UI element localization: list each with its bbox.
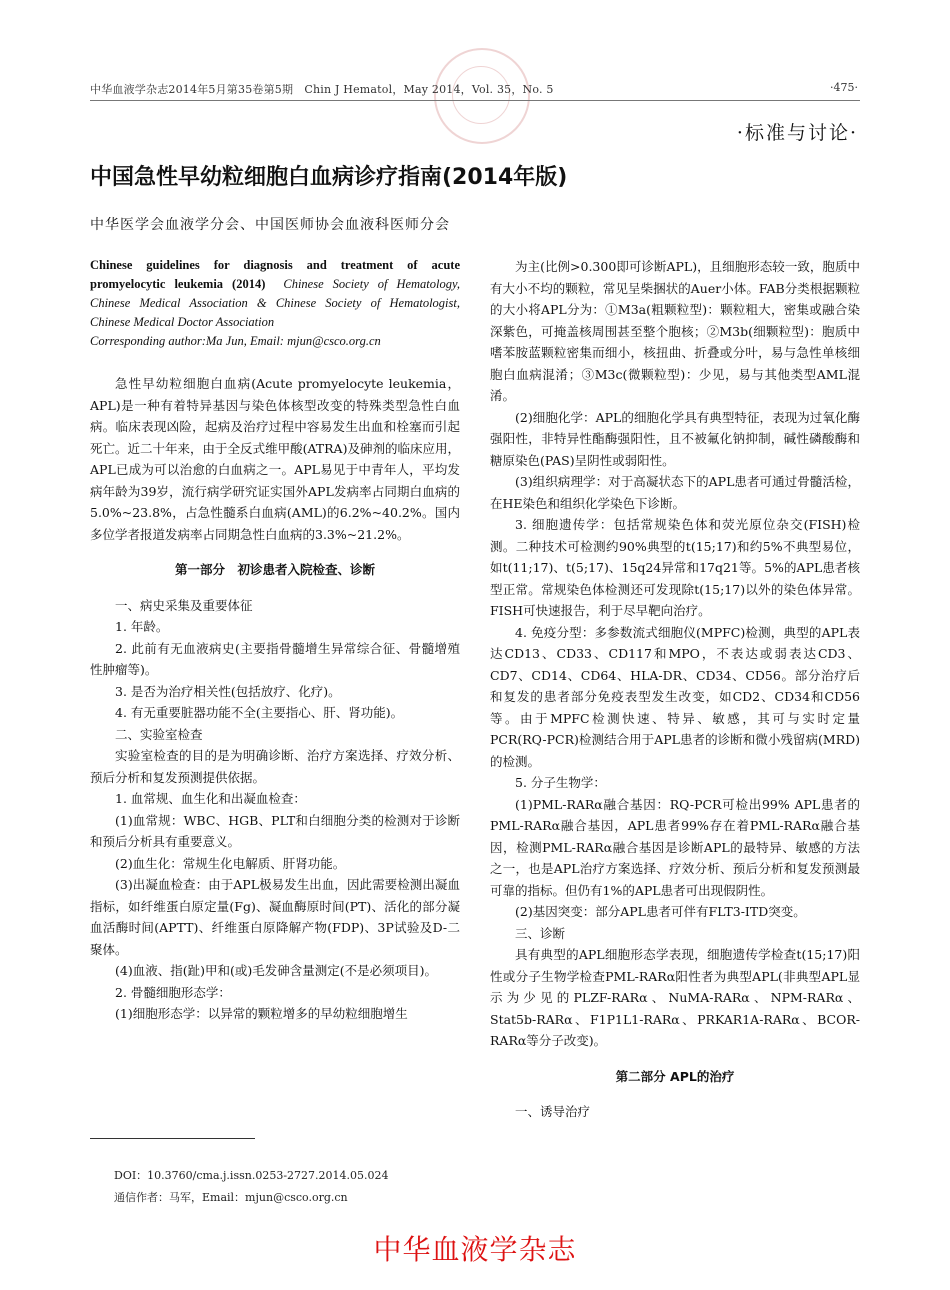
- body-paragraph: 一、病史采集及重要体征: [115, 597, 253, 613]
- left-body: [90, 373, 460, 1025]
- body-paragraph: 1. 年龄。: [115, 619, 169, 634]
- english-abstract: [90, 256, 460, 351]
- page-number: ·475·: [830, 81, 858, 94]
- body-paragraph: 一、诱导治疗: [515, 1104, 591, 1119]
- header-rule: [90, 100, 860, 101]
- english-affiliation: Chinese Society of Hematology, Chinese Medical Association & Chinese Society of Hematologist, Chinese Medical Doctor Association: [90, 277, 460, 329]
- right-body: [490, 256, 860, 1123]
- part-heading: 第二部分 APL的治疗: [615, 1068, 735, 1084]
- body-paragraph: (2)基因突变：部分APL患者可伴有FLT3-ITD突变。: [515, 904, 806, 919]
- body-paragraph: (1)PML-RARα融合基因：RQ-PCR可检出99% APL患者的PML-RARα融合基因，APL患者99%存在着PML-RARα融合基因，检测PML-RARα融合基因是诊断APL的最特异、敏感的方法之一，也是APL治疗方案选择、疗效分析、预后分析和复发预测最可靠的指标。但仍有1%的APL患者可出现假阴性。: [490, 796, 860, 898]
- english-corresponding: Corresponding author:Ma Jun, Email: mjun@csco.org.cn: [90, 334, 381, 348]
- section-tag: ·标准与讨论·: [736, 122, 858, 144]
- footnote-doi: DOI：10.3760/cma.j.issn.0253-2727.2014.05.024: [114, 1169, 389, 1182]
- body-paragraph: 4. 免疫分型：多参数流式细胞仪(MPFC)检测，典型的APL表达CD13、CD33、CD117和MPO，不表达或弱表达CD3、CD7、CD14、CD64、HLA-DR、CD34、CD56。部分治疗后和复发的患者部分免疫表型发生改变，如CD2、CD34和CD56等。由于MPFC检测快速、特异、敏感，其可与实时定量PCR(RQ-PCR)检测结合用于APL患者的诊断和微小残留病(MRD)的检测。: [490, 624, 860, 769]
- body-paragraph: 三、诊断: [515, 925, 566, 941]
- body-paragraph: 1. 血常规、血生化和出凝血检查：: [115, 791, 306, 806]
- body-paragraph: 二、实验室检查: [115, 726, 203, 742]
- body-paragraph: 实验室检查的目的是为明确诊断、治疗方案选择、疗效分析、预后分析和复发预测提供依据。: [90, 748, 460, 785]
- body-paragraph: 2. 骨髓细胞形态学：: [115, 984, 231, 1000]
- body-paragraph: 2. 此前有无血液病史(主要指骨髓增生异常综合征、骨髓增殖性肿瘤等)。: [90, 640, 460, 677]
- body-paragraph: (2)血生化：常规生化电解质、肝肾功能。: [115, 855, 346, 871]
- running-header: 中华血液学杂志2014年5月第35卷第5期 Chin J Hematol，May 2014，Vol. 35，No. 5: [90, 83, 554, 96]
- part-heading: 第一部分 初诊患者入院检查、诊断: [174, 562, 375, 577]
- body-paragraph: 急性早幼粒细胞白血病(Acute promyelocyte leukemia，APL)是一种有着特异基因与染色体核型改变的特殊类型急性白血病。临床表现凶险，起病及治疗过程中容易发生出血和栓塞而引起死亡。近二十年来，由于全反式维甲酸(ATRA)及砷剂的临床应用，APL已成为可以治愈的白血病之一。APL易见于中青年人，平均发病年龄为39岁，流行病学研究证实国外APL发病率占同期白血病的5.0%~23.8%，占急性髓系白血病(AML)的6.2%~40.2%。国内多位学者报道发病率占同期急性白血病的3.3%~21.2%。: [90, 376, 460, 542]
- body-paragraph: (3)组织病理学：对于高凝状态下的APL患者可通过骨髓活检，在HE染色和组织化学染色下诊断。: [490, 474, 860, 511]
- body-paragraph: (4)血液、指(趾)甲和(或)毛发砷含量测定(不是必须项目)。: [115, 963, 437, 978]
- right-column: [490, 256, 860, 1123]
- article-title: 中国急性早幼粒细胞白血病诊疗指南(2014年版): [90, 165, 568, 190]
- journal-name-footer: 中华血液学杂志: [373, 1233, 577, 1266]
- left-column: [90, 256, 460, 1025]
- body-paragraph: (1)血常规：WBC、HGB、PLT和白细胞分类的检测对于诊断和预后分析具有重要意义。: [90, 812, 460, 849]
- body-paragraph: (2)细胞化学：APL的细胞化学具有典型特征，表现为过氧化酶强阳性，非特异性酯酶强阳性，且不被氟化钠抑制，碱性磷酸酶和糖原染色(PAS)呈阴性或弱阳性。: [490, 409, 860, 468]
- body-paragraph: 3. 是否为治疗相关性(包括放疗、化疗)。: [115, 683, 341, 699]
- body-paragraph: 为主(比例>0.300即可诊断APL)，且细胞形态较一致，胞质中有大小不均的颗粒，常见呈柴捆状的Auer小体。FAB分类根据颗粒的大小将APL分为：①M3a(粗颗粒型)：颗粒粗大，密集或融合染深紫色，可掩盖核周围甚至整个胞核；②M3b(细颗粒型)：胞质中嗜苯胺蓝颗粒密集而细小，核扭曲、折叠或分叶，易与急性单核细胞白血病混淆；③M3c(微颗粒型)：少见，易与其他类型AML混淆。: [490, 259, 860, 403]
- body-paragraph: 5. 分子生物学：: [515, 775, 606, 790]
- footnote-rule: [90, 1138, 255, 1139]
- body-paragraph: (3)出凝血检查：由于APL极易发生出血，因此需要检测出凝血指标，如纤维蛋白原定量(Fg)、凝血酶原时间(PT)、活化的部分凝血活酶时间(APTT)、纤维蛋白原降解产物(FDP)、3P试验及D-二聚体。: [90, 877, 460, 957]
- body-paragraph: 4. 有无重要脏器功能不全(主要指心、肝、肾功能)。: [115, 705, 404, 720]
- body-paragraph: 3. 细胞遗传学：包括常规染色体和荧光原位杂交(FISH)检测。二种技术可检测约90%典型的t(15;17)和约5%不典型易位，如t(11;17)、t(5;17)、15q24异常和17q21等。5%的APL患者核型正常。常规染色体检测还可发现除t(15;17)以外的染色体异常。FISH可快速报告，利于尽早靶向治疗。: [490, 517, 860, 618]
- english-title: Chinese guidelines for diagnosis and treatment of acute promyelocytic leukemia (2014): [90, 258, 460, 291]
- body-paragraph: 具有典型的APL细胞形态学表现，细胞遗传学检查t(15;17)阳性或分子生物学检查PML-RARα阳性者为典型APL(非典型APL显示为少见的PLZF-RARα、NuMA-RARα、NPM-RARα、Stat5b-RARα、F1P1L1-RARα、PRKAR1A-RARα、BCOR-RARα等分子改变)。: [490, 947, 860, 1048]
- footnote-corresponding: 通信作者：马军，Email：mjun@csco.org.cn: [114, 1191, 348, 1204]
- body-paragraph: (1)细胞形态学：以异常的颗粒增多的早幼粒细胞增生: [115, 1006, 408, 1021]
- article-authors: 中华医学会血液学分会、中国医师协会血液科医师分会: [90, 217, 450, 233]
